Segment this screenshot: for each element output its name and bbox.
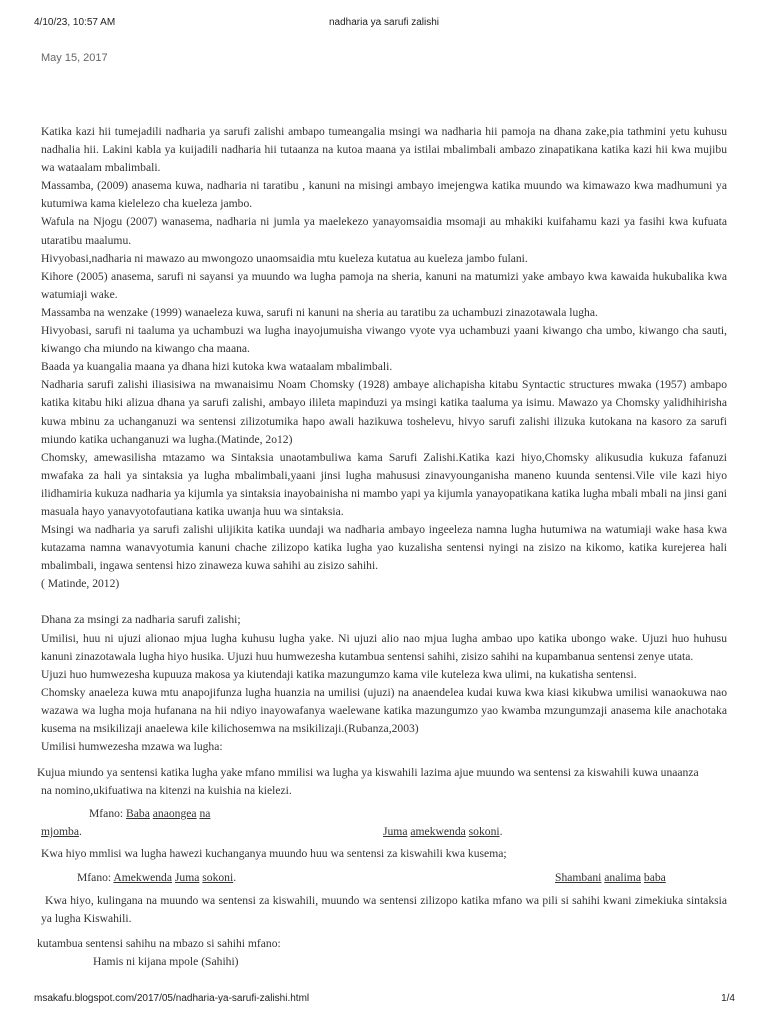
example-word: Shambani	[555, 871, 602, 884]
paragraph: Kwa hiyo, kulingana na muundo wa sentensi za kiswahili, muundo wa sentensi zilizopo katika mfano wa pili si sahihi kwani zimekiuka sintaksia ya lugha Kiswahili.	[41, 894, 727, 925]
paragraph: Umilisi, huu ni ujuzi alionao mjua lugha kuhusu lugha yake. Ni ujuzi alio nao mjua lugha ambao upo katika ubongo wake. Ujuzi huo huhusu kanuni zinazotawala lugha hiyo husika. Ujuzi huu humwezesha kutambua sentensi sahihi, zisizo sahihi na kupambanua sentensi zenye utata.	[41, 631, 727, 663]
paragraph: Umilisi humwezesha mzawa wa lugha:	[41, 740, 223, 754]
paragraph: Wafula na Njogu (2007) wanasema, nadharia ni jumla ya maelekezo yanayomsaidia msomaji au mhakiki kuifahamu kazi ya fasihi kwa kufuata utaratibu maalumu.	[41, 215, 727, 247]
example-word: Amekwenda	[113, 871, 172, 884]
paragraph: Massamba, (2009) anasema kuwa, nadharia ni taratibu , kanuni na misingi ambayo imejengwa katika muundo wa kimawazo kwa madhumuni ya kutumiwa kama kielelezo cha kueleza jambo.	[41, 179, 727, 211]
paragraph: Chomsky, amewasilisha mtazamo wa Sintaksia unaotambuliwa kama Sarufi Zalishi.Katika kazi hiyo,Chomsky alikusudia kukuza fafanuzi mwafaka za hali ya sintaksia ya lugha mbalimbali,yaani jinsi lugha mahususi zinavyounganisha maneno kuunda sentensi.Vile vile kazi hiyo ilidhamiria kukuza nadharia ya kijumla ya sintaksia inayobainisha ni mambo yapi ya kijumla yanayopatikana katika lugha mbali mbali na jinsi gani masuala hayo yanavyotofautiana katika uwanja huu wa sintaksia.	[41, 450, 727, 518]
example-punctuation: .	[499, 825, 503, 838]
paragraph: Kihore (2005) anasema, sarufi ni sayansi ya muundo wa lugha pamoja na sheria, kanuni na matumizi yake ambayo kwa kawaida hukubalika kwa watumiaji wake.	[41, 269, 727, 301]
print-footer	[0, 993, 768, 1007]
example-punctuation: .	[79, 825, 82, 838]
example-word: analima	[604, 871, 641, 884]
example-label: Mfano:	[89, 807, 127, 820]
paragraph-line: na nomino,ukifuatiwa na kitenzi na kuishia na kielezi.	[41, 784, 292, 797]
example-punctuation: .	[233, 871, 237, 884]
example-1-left-line2	[41, 823, 82, 841]
print-header	[0, 17, 768, 31]
example-word: mjomba	[41, 825, 79, 838]
example-word: Juma	[174, 871, 200, 884]
page-url: msakafu.blogspot.com/2017/05/nadharia-ya-sarufi-zalishi.html	[34, 993, 310, 1004]
print-timestamp: 4/10/23, 10:57 AM	[34, 17, 116, 28]
paragraph: Massamba na wenzake (1999) wanaeleza kuwa, sarufi ni kanuni na sheria au taratibu za uchambuzi zinazotawala lugha.	[41, 305, 598, 319]
example-label: Mfano:	[77, 871, 114, 884]
page-number: 1/4	[721, 993, 735, 1004]
paragraph: Ujuzi huo humwezesha kupuuza makosa ya kiutendaji katika mazungumzo kama vile kuteleza kwa ulimi, na kukatisha sentensi.	[41, 667, 637, 681]
example-word: Juma	[383, 825, 408, 838]
paragraph-line: Kujua miundo ya sentensi katika lugha yake mfano mmilisi wa lugha ya kiswahili lazima ajue muundo wa sentensi za kiswahili kuwa unaanza	[37, 766, 699, 779]
paragraph: Baada ya kuangalia maana ya dhana hizi kutoka kwa wataalam mbalimbali.	[41, 360, 393, 374]
post-date: May 15, 2017	[41, 52, 108, 64]
example-1-left-line1	[89, 805, 210, 823]
example-word: baba	[643, 871, 666, 884]
paragraph: Chomsky anaeleza kuwa mtu anapojifunza lugha huanzia na umilisi (ujuzi) na anaendelea kudai kuwa kwa kiasi kikubwa umilisi wanaokuwa nao wazawa wa lugha moja hufanana na hii ndiyo inayowafanya waelewane katika mazungumzo yao kwamba mzungumzaji anasema kile anachotaka kusema na msikilizaji anaelewa kile kilichosemwa na msikilizaji.(Rubanza,2003)	[41, 685, 727, 735]
paragraph: kutambua sentensi sahihu na mbazo si sahihi mfano:	[37, 937, 281, 950]
paragraph: Hivyobasi, sarufi ni taaluma ya uchambuzi wa lugha inayojumuisha viwango vyote vya uchambuzi yaani kiwango cha umbo, kiwango cha sauti, kiwango cha miundo na kiwango cha maana.	[41, 324, 727, 356]
paragraph: Katika kazi hii tumejadili nadharia ya sarufi zalishi ambapo tumeangalia msingi wa nadharia hii pamoja na dhana zake,pia tathmini yetu kuhusu nadhalia hii. Lakini kabla ya kuijadili nadharia hii tutaanza na kutoa maana ya istilai mbalimbali ambazo zinapatikana katika kazi hii kwa mujibu wa wataalam mbalimbali.	[41, 125, 727, 175]
example-word: sokoni	[468, 825, 500, 838]
example-2-left	[77, 869, 236, 887]
example-2-right	[555, 869, 666, 887]
paragraph: Hivyobasi,nadharia ni mawazo au mwongozo unaomsaidia mtu kueleza kutatua au kueleza jambo fulani.	[41, 251, 528, 265]
example-word: Baba	[126, 807, 150, 820]
example-1-right	[383, 823, 503, 841]
print-page-title: nadharia ya sarufi zalishi	[328, 17, 440, 28]
paragraph: Kwa hiyo mmlisi wa lugha hawezi kuchanganya muundo huu wa sentensi za kiswahili kwa kusema;	[41, 847, 507, 860]
example-sentence: Hamis ni kijana mpole (Sahihi)	[93, 955, 239, 968]
paragraph: Msingi wa nadharia ya sarufi zalishi ulijikita katika uundaji wa nadharia ambayo ingeeleza namna lugha hutumiwa na watumiaji wake hasa kwa kutazama namna wanavyotumia kanuni chache zilizopo katika lugha yao kuzalisha sentensi nyingi na zisizo na kikomo, katika kurejerea hali mbalimbali, ingawa sentensi hizo zinaweza kuwa sahihi au zisizo sahihi.	[41, 523, 727, 573]
article-body	[41, 123, 727, 756]
section-heading: Dhana za msingi za nadharia sarufi zalishi;	[41, 613, 241, 627]
example-word: na	[199, 807, 211, 820]
example-word: amekwenda	[410, 825, 466, 838]
paragraph: Nadharia sarufi zalishi iliasisiwa na mwanaisimu Noam Chomsky (1928) ambaye alichapisha kitabu Syntactic structures mwaka (1957) ambapo katika kitabu hiki alizua dhana ya sarufi zalishi, ambayo ilileta mapinduzi ya msingi katika taaluma ya isimu. Mawazo ya Chomsky yalidhihirisha kuwa mbinu za uchanganuzi wa sentensi zilizotumika hapo awali hazikuwa toshelevu, hivyo sarufi zalishi ilizuka kutokana na kasoro za sarufi miundo katika uchanganuzi wa lugha.(Matinde, 2o12)	[41, 378, 727, 446]
example-word: anaongea	[152, 807, 197, 820]
example-word: sokoni	[202, 871, 234, 884]
citation: ( Matinde, 2012)	[41, 577, 120, 591]
